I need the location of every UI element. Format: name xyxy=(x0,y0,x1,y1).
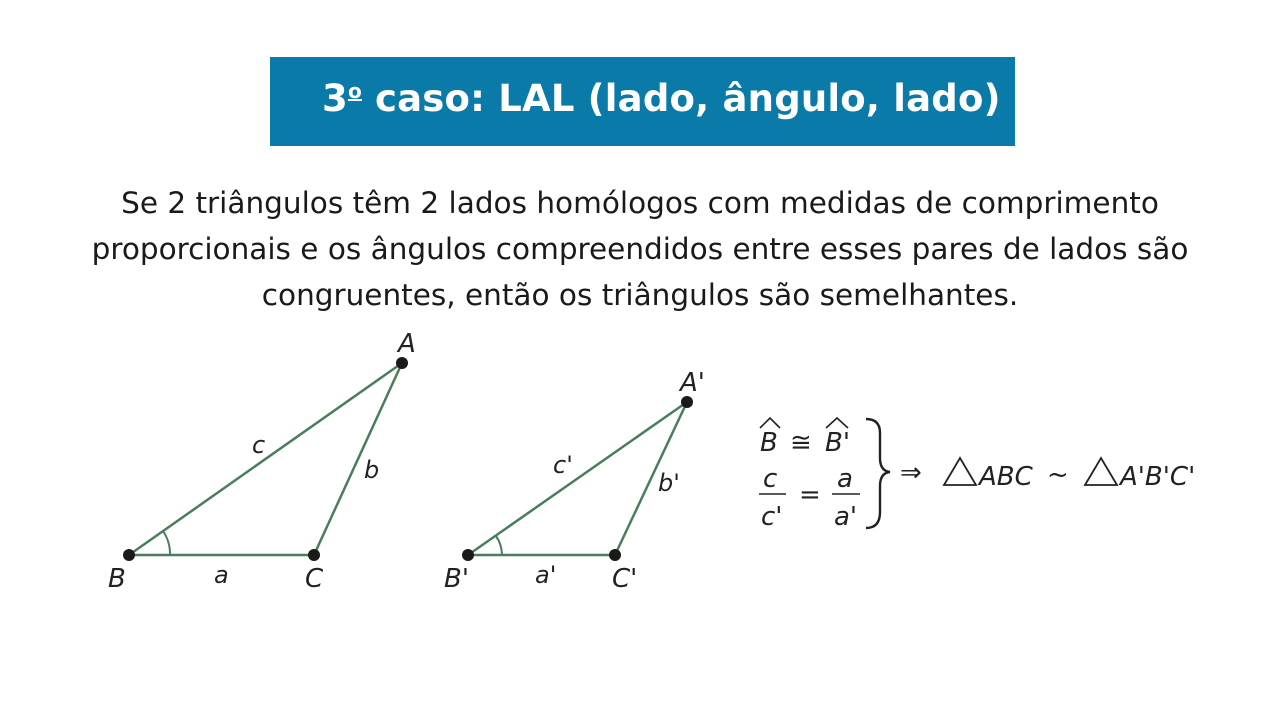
congruent-symbol: ≅ xyxy=(790,428,812,458)
title-main: caso: LAL (lado, ângulo, lado) xyxy=(361,77,1001,120)
triangle-abc-name: ABC xyxy=(979,462,1033,492)
equals-symbol: = xyxy=(799,480,821,510)
side-b-line xyxy=(314,363,402,555)
fraction-1-numerator: c xyxy=(763,464,778,494)
side-c-line xyxy=(129,363,402,555)
angle-b-arc xyxy=(163,531,170,555)
triangle-1-icon xyxy=(944,458,976,485)
vertex-c-prime-dot xyxy=(609,549,621,561)
title-number: 3 xyxy=(322,77,348,120)
hat-b-icon xyxy=(760,418,780,428)
triangle-2-icon xyxy=(1085,458,1117,485)
fraction-1-denominator: c' xyxy=(761,502,783,532)
angle-b-prime-arc xyxy=(496,536,502,555)
vertex-c-dot xyxy=(308,549,320,561)
side-c-prime-label: c' xyxy=(553,451,573,479)
vertex-b-prime-dot xyxy=(462,549,474,561)
similarity-formula xyxy=(759,418,1195,532)
statement-line-1: Se 2 triângulos têm 2 lados homólogos com medidas de comprimento xyxy=(121,186,1159,220)
side-a-label: a xyxy=(214,561,229,589)
vertex-b-dot xyxy=(123,549,135,561)
statement-line-3: congruentes, então os triângulos são semelhantes. xyxy=(261,278,1019,312)
vertex-a-label: A xyxy=(398,329,416,359)
title-ordinal: o xyxy=(347,79,362,103)
vertex-c-prime-label: C' xyxy=(612,564,638,594)
vertex-a-prime-label: A' xyxy=(680,368,705,398)
similar-symbol: ~ xyxy=(1047,460,1069,490)
angle-b-label: B xyxy=(760,428,778,458)
triangle-a-prime-name: A'B'C' xyxy=(1120,462,1196,492)
triangle-a-prime xyxy=(444,368,705,594)
vertex-c-label: C xyxy=(305,564,324,594)
hat-b-prime-icon xyxy=(826,418,848,428)
right-brace-icon xyxy=(866,419,890,528)
side-c-prime-line xyxy=(468,402,687,555)
fraction-2-denominator: a' xyxy=(834,502,858,532)
implies-symbol: ⇒ xyxy=(900,458,922,488)
vertex-b-prime-label: B' xyxy=(444,564,469,594)
fraction-2-numerator: a xyxy=(837,464,853,494)
vertex-b-label: B xyxy=(108,564,126,594)
side-b-label: b xyxy=(364,456,380,484)
side-a-prime-label: a' xyxy=(535,561,557,589)
triangle-abc xyxy=(108,329,416,594)
side-b-prime-label: b' xyxy=(658,469,680,497)
angle-b-prime-label: B' xyxy=(825,428,850,458)
statement-line-2: proporcionais e os ângulos compreendidos entre esses pares de lados são xyxy=(91,232,1189,266)
side-c-label: c xyxy=(252,431,266,459)
